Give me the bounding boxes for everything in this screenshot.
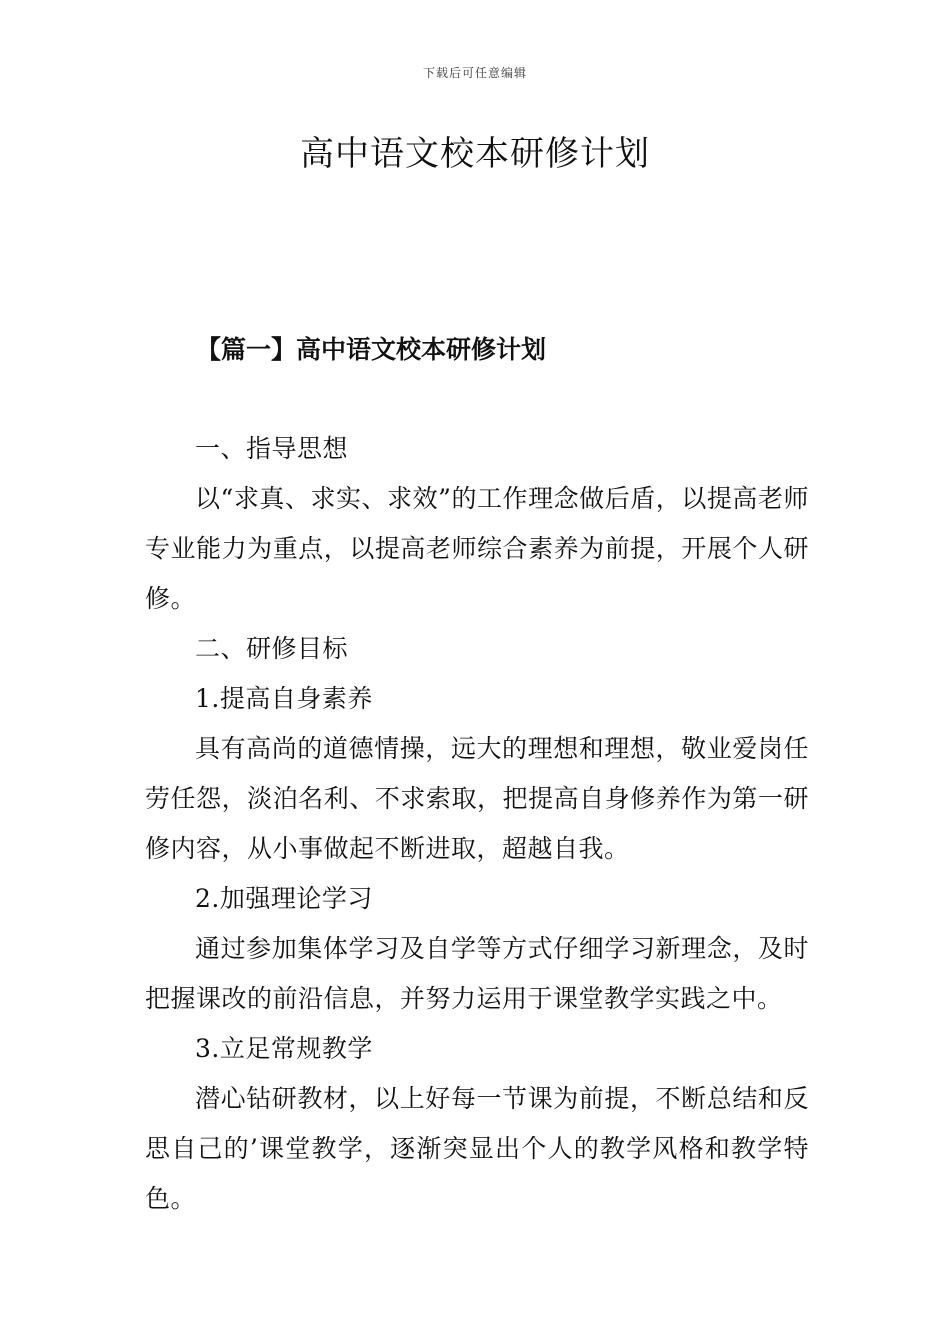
paragraph-regular-teaching: 潜心钻研教材，以上好每一节课为前提，不断总结和反思自己的’课堂教学，逐渐突显出个人的教学风格和教学特色。 xyxy=(145,1084,809,1213)
subheading-theory-study: 2.加强理论学习 xyxy=(195,884,373,913)
document-body xyxy=(145,424,809,1224)
heading-guiding-ideology: 一、指导思想 xyxy=(195,434,349,463)
paragraph-theory-study: 通过参加集体学习及自学等方式仔细学习新理念，及时把握课改的前沿信息，并努力运用于课堂教学实践之中。 xyxy=(145,934,809,1013)
paragraph-guiding-ideology: 以“求真、求实、求效”的工作理念做后盾，以提高老师专业能力为重点，以提高老师综合素养为前提，开展个人研修。 xyxy=(145,484,809,613)
document-title: 高中语文校本研修计划 xyxy=(300,134,650,174)
paragraph-self-cultivation: 具有高尚的道德情操，远大的理想和理想，敬业爱岗任劳任怨，淡泊名利、不求索取，把提高自身修养作为第一研修内容，从小事做起不断进取，超越自我。 xyxy=(145,734,809,863)
subheading-regular-teaching: 3.立足常规教学 xyxy=(195,1034,373,1063)
subheading-self-cultivation: 1.提高自身素养 xyxy=(195,684,373,713)
heading-study-goals: 二、研修目标 xyxy=(195,634,349,663)
section-heading: 【篇一】高中语文校本研修计划 xyxy=(196,335,547,364)
header-note: 下载后可任意编辑 xyxy=(422,66,527,80)
